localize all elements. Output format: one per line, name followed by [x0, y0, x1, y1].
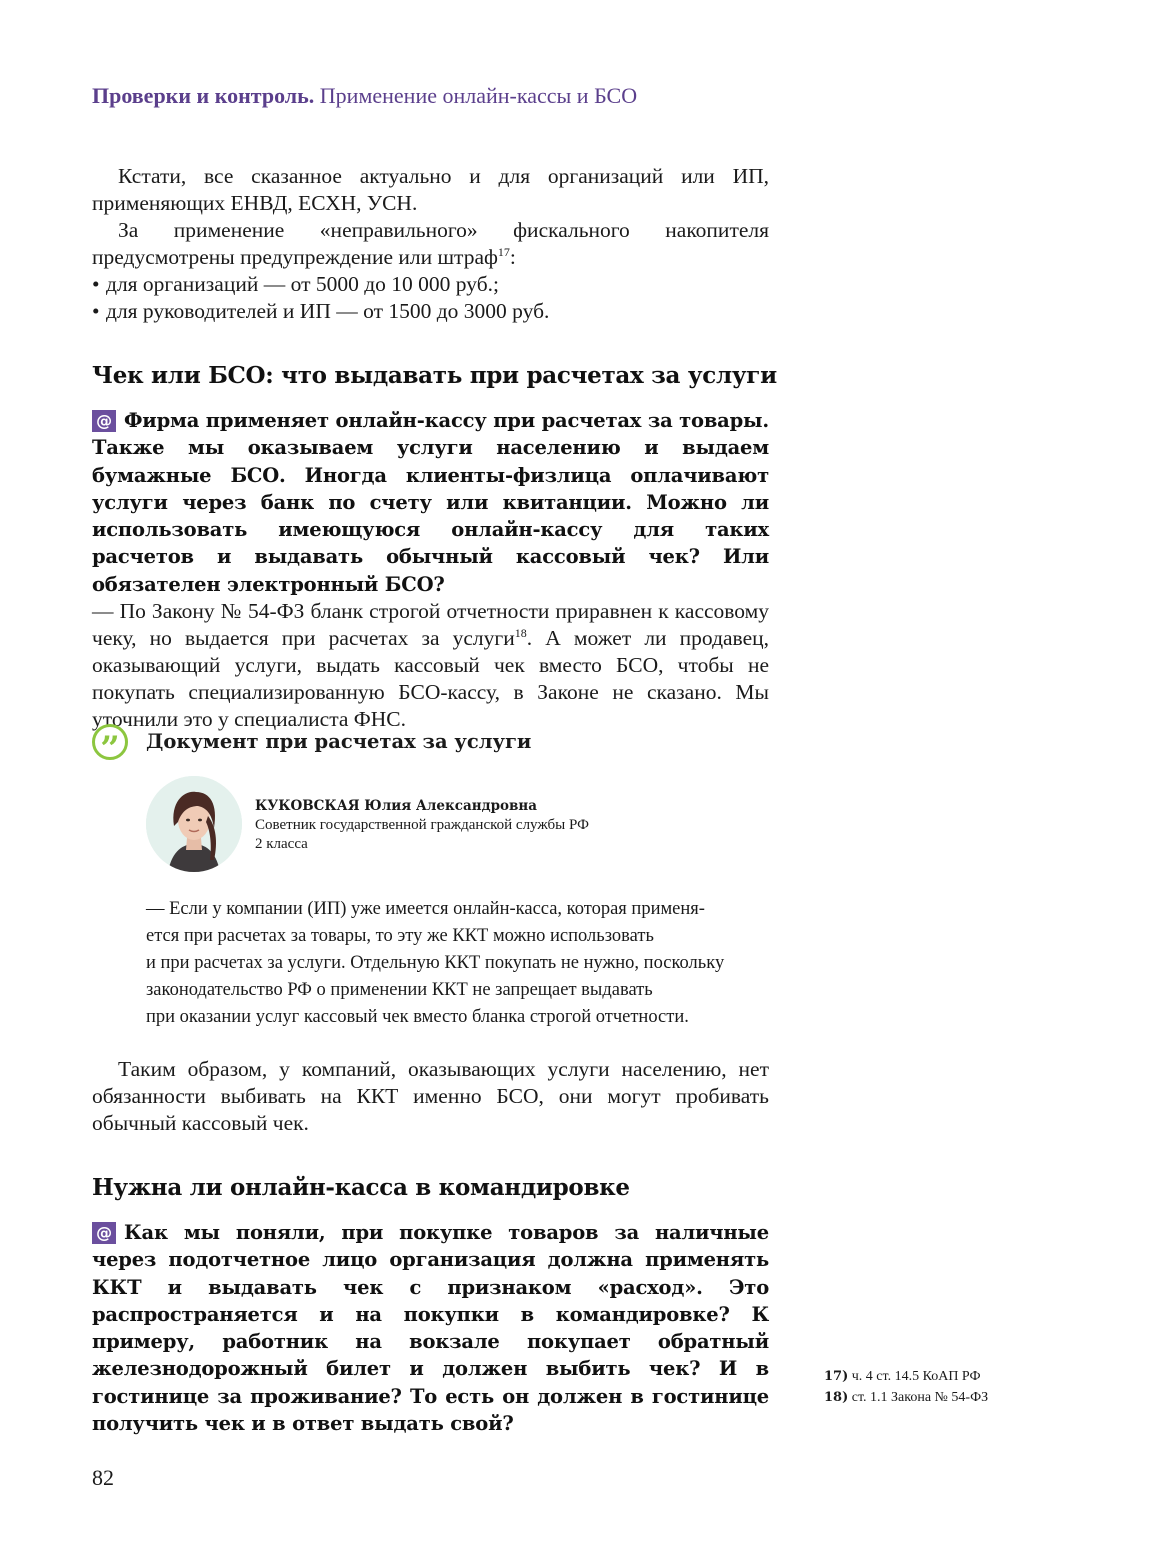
- expert-block-title: Документ при расчетах за услуги: [146, 730, 532, 753]
- intro-paragraph-2-text: За применение «неправильного» фискального накопителя предусмотрены предупреждение или штраф: [92, 218, 769, 269]
- footnotes: [824, 1366, 1124, 1408]
- expert-header: [92, 724, 772, 768]
- intro-paragraph-2-colon: :: [509, 245, 516, 269]
- expert-quote-line: ется при расчетах за товары, то эту же ККТ можно использовать: [146, 926, 654, 946]
- expert-quote: [146, 896, 776, 1031]
- avatar: [146, 776, 242, 872]
- section-2-qa: [92, 1219, 769, 1437]
- footnote-number: 18): [824, 1390, 849, 1405]
- expert-position-class: 2 класса: [255, 836, 308, 852]
- section-1-answer: [92, 598, 769, 733]
- expert-info: [255, 797, 755, 854]
- footnote-ref-17[interactable]: 17: [497, 244, 510, 259]
- expert-position: Советник государственной гражданской службы РФ: [255, 817, 589, 833]
- footnote: [824, 1366, 1124, 1387]
- section-1-answer-text-cont: . А может ли продавец, оказывающий услуги, выдать кассовый чек вместо БСО, чтобы не покупать специализированную БСО-кассу, в Законе не сказано. Мы уточнили это у специалиста ФНС.: [92, 626, 769, 732]
- running-head: [92, 82, 792, 110]
- expert-quote-line: при оказании услуг кассовый чек вместо бланка строгой отчетности.: [146, 1007, 689, 1027]
- at-icon: @: [92, 410, 116, 432]
- section-1-question-text: Фирма применяет онлайн-кассу при расчетах за товары. Также мы оказываем услуги населению и выдаем бумажные БСО. Иногда клиенты-физлица оплачивают услуги через банк по счету или квитанции. Можно ли использовать имеющуюся онлайн-кассу для таких расчетов и выдавать обычный кассовый чек? Или обязателен электронный БСО?: [92, 409, 769, 596]
- conclusion-block: [92, 1056, 769, 1137]
- quote-icon: ”: [92, 724, 128, 760]
- running-head-topic: Применение онлайн-кассы и БСО: [319, 83, 638, 108]
- expert-quote-line: и при расчетах за услуги. Отдельную ККТ покупать не нужно, поскольку: [146, 953, 725, 973]
- page-number: 82: [92, 1465, 114, 1490]
- section-1: [92, 361, 777, 391]
- bullet-item-text: для руководителей и ИП — от 1500 до 3000 руб.: [106, 299, 550, 323]
- section-1-heading: Чек или БСО: что выдавать при расчетах за услуги: [92, 362, 777, 389]
- expert-photo: [146, 776, 242, 872]
- section-2: [92, 1173, 769, 1203]
- intro-paragraph-1: Кстати, все сказанное актуально и для организаций или ИП, применяющих ЕНВД, ЕСХН, УСН.: [92, 164, 769, 215]
- section-1-question: [92, 407, 769, 598]
- expert-quote-line: — Если у компании (ИП) уже имеется онлайн-касса, которая применя-: [146, 899, 705, 919]
- bullet-item: • для руководителей и ИП — от 1500 до 3000 руб.: [92, 299, 550, 323]
- section-2-heading: Нужна ли онлайн-касса в командировке: [92, 1174, 630, 1201]
- footnote-number: 17): [824, 1369, 849, 1384]
- intro-block: [92, 163, 769, 325]
- bullet-item-text: для организаций — от 5000 до 10 000 руб.;: [106, 272, 500, 296]
- conclusion-paragraph: Таким образом, у компаний, оказывающих услуги населению, нет обязанности выбивать на ККТ именно БСО, они могут пробивать обычный кассовый чек.: [92, 1057, 769, 1135]
- footnote-ref-18[interactable]: 18: [514, 625, 527, 640]
- footnote-text: ч. 4 ст. 14.5 КоАП РФ: [851, 1369, 981, 1384]
- footnote-text: ст. 1.1 Закона № 54-ФЗ: [851, 1390, 989, 1405]
- expert-quote-line: законодательство РФ о применении ККТ не запрещает выдавать: [146, 980, 653, 1000]
- expert-name: КУКОВСКАЯ Юлия Александровна: [255, 798, 538, 814]
- intro-paragraph-2: [92, 217, 769, 271]
- section-2-question-text: Как мы поняли, при покупке товаров за наличные через подотчетное лицо организация должна применять ККТ и выдавать чек с признаком «расход». Это распространяется и на покупки в командировке? К примеру, работник на вокзале покупает обратный железнодорожный билет и должен выбить чек? И в гостинице за проживание? То есть он должен в гостинице получить чек и в ответ выдать свой?: [92, 1221, 769, 1436]
- running-head-section: Проверки и контроль.: [92, 83, 315, 108]
- section-2-question: [92, 1219, 769, 1437]
- section-1-answer-text: — По Закону № 54-ФЗ бланк строгой отчетности приравнен к кассовому чеку, но выдается при расчетах за услуги: [92, 599, 769, 651]
- at-icon: @: [92, 1222, 116, 1244]
- bullet-item: • для организаций — от 5000 до 10 000 руб.;: [92, 272, 500, 296]
- footnote: [824, 1387, 1124, 1408]
- section-1-qa: [92, 407, 769, 733]
